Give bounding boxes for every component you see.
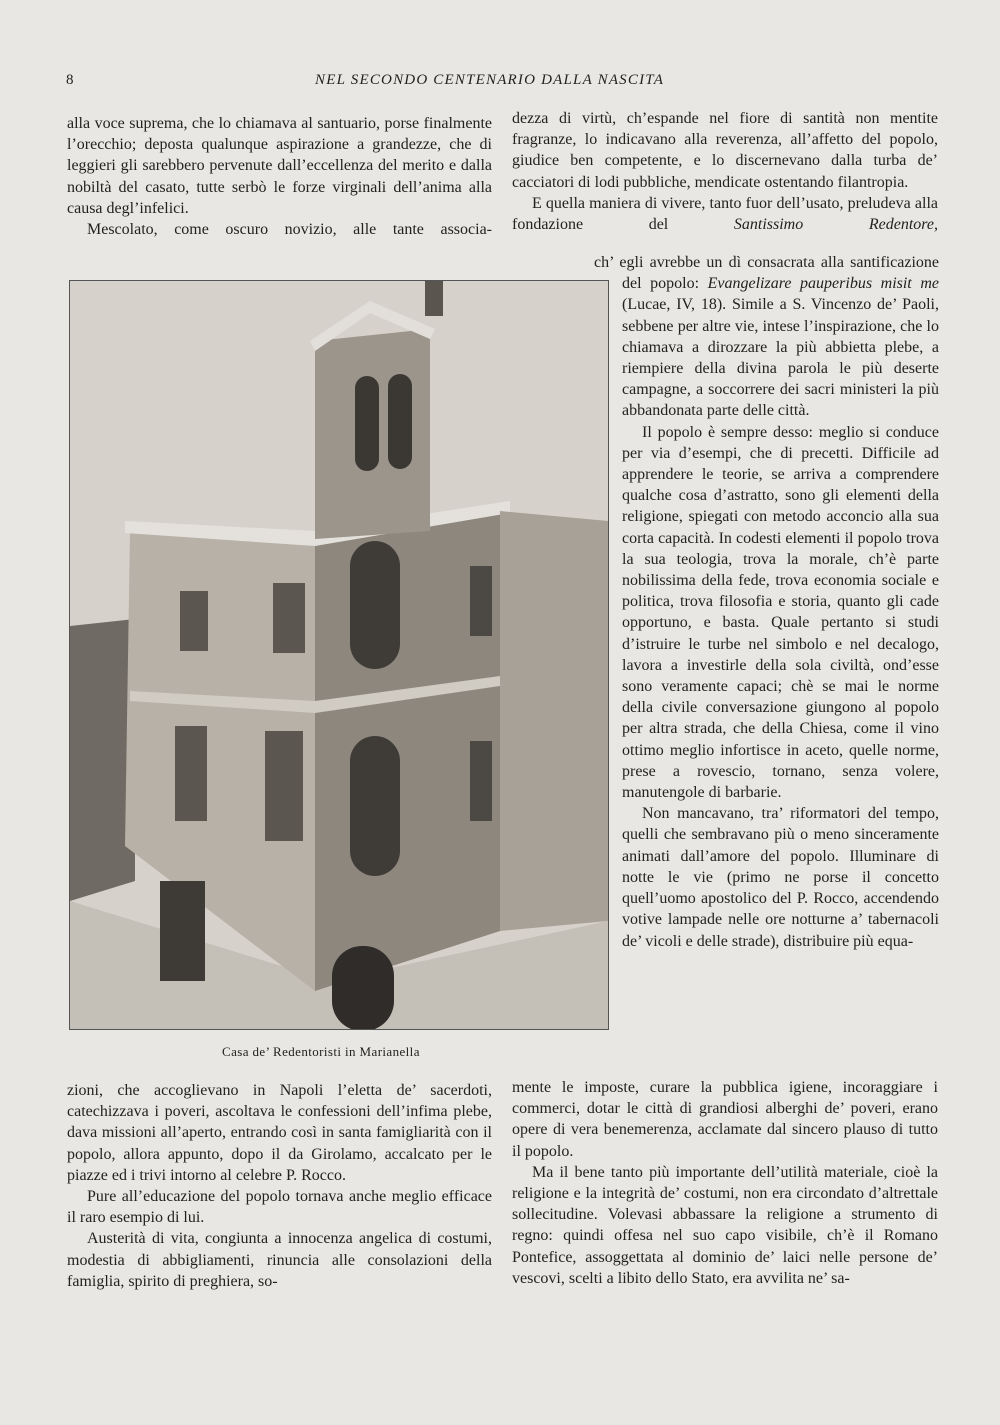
paragraph: mente le imposte, curare la pubblica igiene, incoraggiare i commerci, dotar le città di grandiosi alberghi de’ poveri, erano opere di vera benemerenza, acclamate dal sincero plauso di tutto il popolo. [512, 1079, 938, 1160]
building-illustration [70, 281, 608, 1029]
left-bottom-text [67, 1080, 492, 1292]
running-header [0, 72, 1000, 96]
paragraph-text: ch’ egli avrebbe un dì consacrata alla santificazione del popolo: [594, 254, 939, 293]
paragraph-text: (Lucae, IV, 18). Simile a S. Vincenzo de’ Paoli, sebbene per altre vie, intese l’inspirazione, che lo chiamava a dirozzare la più abbietta plebe, a riempiere della divina parola le più deserte campagne, a soccorrere dei sacri ministeri la più abbandonata parte delle città. [622, 296, 939, 420]
paragraph: zioni, che accoglievano in Napoli l’eletta de’ sacerdoti, catechizzava i poveri, ascoltava le confessioni dell’infima plebe, dava missioni all’aperto, entrando così in santa famigliarità con il popolo, allora appunto, dopo il da Girolamo, accalcato per le piazze ed i trivi intorno al celebre P. Rocco. [67, 1082, 492, 1184]
building-photograph [69, 280, 609, 1030]
latin-quote: Evangelizare pauperibus misit me [707, 275, 939, 293]
left-top-text [67, 113, 492, 240]
page-number: 8 [66, 72, 75, 88]
paragraph-text: E quella maniera di vivere, tanto fuor dell’usato, preludeva alla fondazione del [512, 194, 938, 234]
paragraph: Non mancavano, tra’ riformatori del tempo, quelli che sembravano più o meno sinceramente animati dall’amore del popolo. Illuminare di notte le vie (primo ne porse il concetto quell’uomo apostolico del P. Rocco, accendendo votive lampade nelle ore notturne a’ tabernacoli de’ vicoli e delle strade), distribuire più equa- [622, 805, 939, 950]
right-bottom-text [512, 1077, 938, 1289]
paragraph: Austerità di vita, congiunta a innocenza angelica di costumi, modestia di abbigliamenti, rinuncia alle consolazioni della famiglia, spirito di preghiera, so- [67, 1230, 492, 1290]
paragraph: Ma il bene tanto più importante dell’utilità materiale, cioè la religione e la integrità de’ costumi, non era circondato d’altrettale sollecitudine. Volevasi abbassare la religione a strumento di regno: quindi offesa nel suo capo visibile, ch’è il Romano Pontefice, assoggettata al dominio de’ laici nelle persone de’ vescovi, scelti a libito dello Stato, era avvilita ne’ sa- [512, 1163, 938, 1287]
photo-caption: Casa de’ Redentoristi in Marianella [222, 1044, 420, 1059]
right-narrow-text [594, 252, 939, 952]
paragraph [512, 193, 938, 235]
right-top-text [512, 108, 938, 235]
paragraph: dezza di virtù, ch’espande nel fiore di santità non mentite fragranze, lo indicavano alla reverenza, all’affetto del popolo, giudice ben competente, e lo discernevano dalla turba de’ cacciatori di lodi pubbliche, mendicate ostentando filantropia. [512, 110, 938, 191]
running-title: NEL SECONDO CENTENARIO DALLA NASCITA [315, 72, 665, 88]
paragraph: Pure all’educazione del popolo tornava anche meglio efficace il raro esempio di lui. [67, 1188, 492, 1227]
paragraph: Il popolo è sempre desso: meglio si conduce per via d’esempi, che di precetti. Difficile ad apprendere le teorie, se arriva a comprendere qualche cosa d’astratto, sono gli elementi della religione, spiegati con metodo acconcio alla sua corta capacità. In codesti elementi il popolo trova la sua teologia, trova la morale, ch’è parte nobilissima della fede, trova economia sociale e politica, trova filosofia e storia, quanto gli cade opportuno, e basta. Quale pertanto si studi d’istruire le turbe nel simbolo e nel decalogo, lavora a investirle della sola civiltà, ond’esse sono veramente capaci; chè se mai le norme della civile conversazione giungono al popolo per altra strada, che della Chiesa, come il vino ottimo meglio infortisce in aceto, quelle norme, prese a rovescio, tornano, senza volere, manutengole di barbarie. [622, 423, 939, 802]
paragraph [594, 252, 939, 422]
title-italic: Santissimo Redentore, [733, 216, 938, 234]
paragraph: alla voce suprema, che lo chiamava al santuario, porse finalmente l’orecchio; deposta qualunque aspirazione a grandezze, che di leggieri gli sarebbero pervenute dall’eccellenza del merito e dalla nobiltà del casato, tutte serbò le forze virginali dell’anima alla causa degl’infelici. [67, 115, 492, 217]
paragraph: Mescolato, come oscuro novizio, alle tante associa- [87, 221, 492, 239]
